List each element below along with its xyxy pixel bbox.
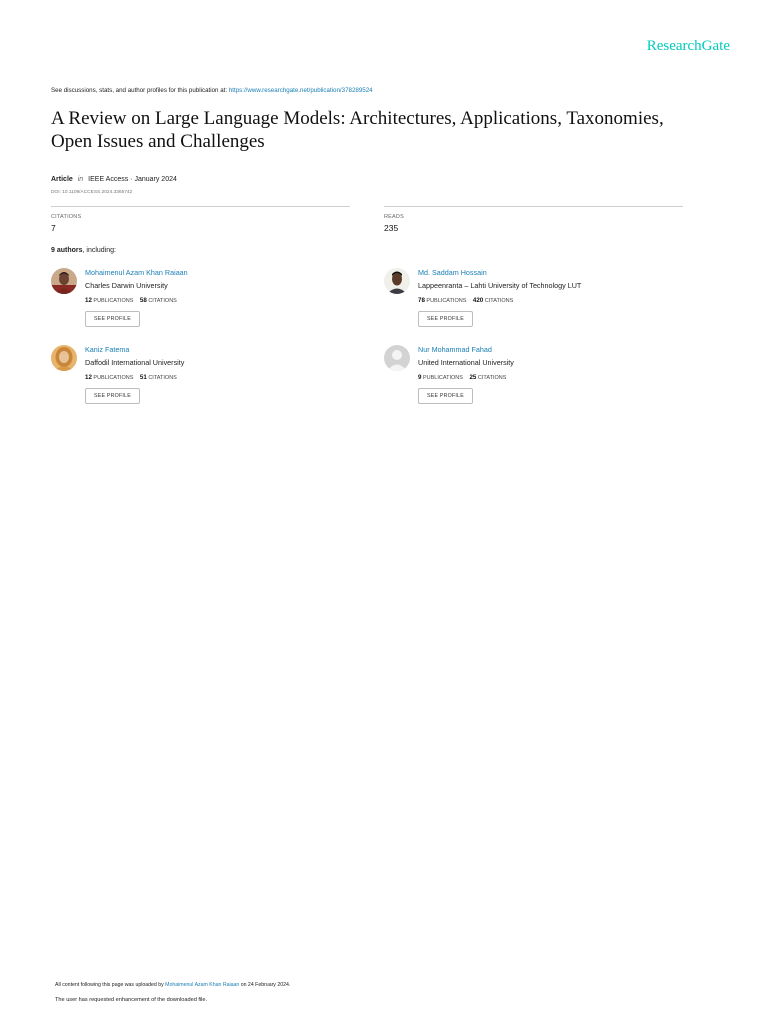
publication-title: A Review on Large Language Models: Architectures, Applications, Taxonomies, Open Issues and Challenges — [51, 108, 664, 152]
author-name[interactable]: Nur Mohammad Fahad — [418, 345, 492, 354]
upload-notice — [55, 982, 290, 988]
citations-label: CITATIONS — [148, 375, 177, 381]
discussion-notice — [51, 87, 373, 94]
citations-stat — [51, 206, 350, 233]
uploader-link[interactable]: Mohaimenul Azam Khan Raiaan — [165, 982, 240, 988]
publication-link[interactable]: https://www.researchgate.net/publication/378289524 — [228, 87, 373, 94]
see-profile-button[interactable]: SEE PROFILE — [85, 311, 140, 327]
author-institution: United International University — [418, 358, 514, 367]
author-stats — [418, 297, 581, 304]
reads-value: 235 — [384, 223, 399, 233]
in-label: in — [77, 176, 84, 183]
author-institution: Charles Darwin University — [85, 281, 168, 290]
author-publications-count: 9 — [418, 374, 422, 381]
see-profile-button[interactable]: SEE PROFILE — [85, 388, 140, 404]
author-citations-count: 58 — [139, 297, 147, 304]
author-name[interactable]: Md. Saddam Hossain — [418, 268, 487, 277]
upload-notice-prefix: All content following this page was uploaded by — [55, 982, 166, 988]
person-photo-icon[interactable] — [51, 345, 77, 371]
see-profile-button[interactable]: SEE PROFILE — [418, 311, 473, 327]
author-card — [51, 268, 351, 338]
author-card — [51, 345, 351, 415]
author-citations-count: 420 — [472, 297, 484, 304]
discussion-notice-text: See discussions, stats, and author profiles for this publication at: — [51, 87, 229, 94]
citations-label: CITATIONS — [148, 298, 177, 304]
upload-notice-date: on 24 February 2024. — [239, 982, 291, 988]
author-citations-count: 25 — [469, 374, 477, 381]
publication-meta — [51, 176, 177, 183]
default-avatar-icon[interactable] — [384, 345, 410, 371]
author-institution: Lappeenranta – Lahti University of Technology LUT — [418, 281, 582, 290]
publication-doi: DOI: 10.1109/ACCESS.2024.3365742 — [51, 190, 133, 195]
publications-label: PUBLICATIONS — [422, 375, 463, 381]
author-publications-count: 78 — [418, 297, 425, 304]
citations-label: CITATIONS — [51, 214, 82, 220]
author-citations-count: 51 — [139, 374, 147, 381]
authors-count-number: 9 authors — [51, 247, 83, 254]
citations-value: 7 — [51, 223, 56, 233]
author-stats — [85, 374, 184, 381]
authors-count — [51, 247, 116, 254]
author-publications-count: 12 — [85, 297, 92, 304]
reads-stat — [384, 206, 683, 233]
author-name[interactable]: Mohaimenul Azam Khan Raiaan — [85, 268, 188, 277]
publications-label: PUBLICATIONS — [93, 375, 134, 381]
author-card — [384, 345, 684, 415]
author-stats — [418, 374, 514, 381]
author-card — [384, 268, 684, 338]
person-photo-icon[interactable] — [51, 268, 77, 294]
citations-label: CITATIONS — [477, 375, 507, 381]
author-stats — [85, 297, 188, 304]
author-publications-count: 12 — [85, 374, 92, 381]
authors-count-suffix: , including: — [82, 247, 116, 254]
researchgate-logo[interactable]: ResearchGate — [646, 38, 730, 54]
author-institution: Daffodil International University — [85, 358, 185, 367]
publication-type: Article — [51, 176, 73, 183]
publications-label: PUBLICATIONS — [426, 298, 467, 304]
see-profile-button[interactable]: SEE PROFILE — [418, 388, 473, 404]
enhancement-note: The user has requested enhancement of the downloaded file. — [55, 997, 208, 1003]
person-photo-icon[interactable] — [384, 268, 410, 294]
publication-venue-date: IEEE Access · January 2024 — [88, 176, 177, 183]
publications-label: PUBLICATIONS — [93, 298, 134, 304]
citations-label: CITATIONS — [484, 298, 514, 304]
reads-label: READS — [384, 214, 404, 220]
author-name[interactable]: Kaniz Fatema — [85, 345, 130, 354]
